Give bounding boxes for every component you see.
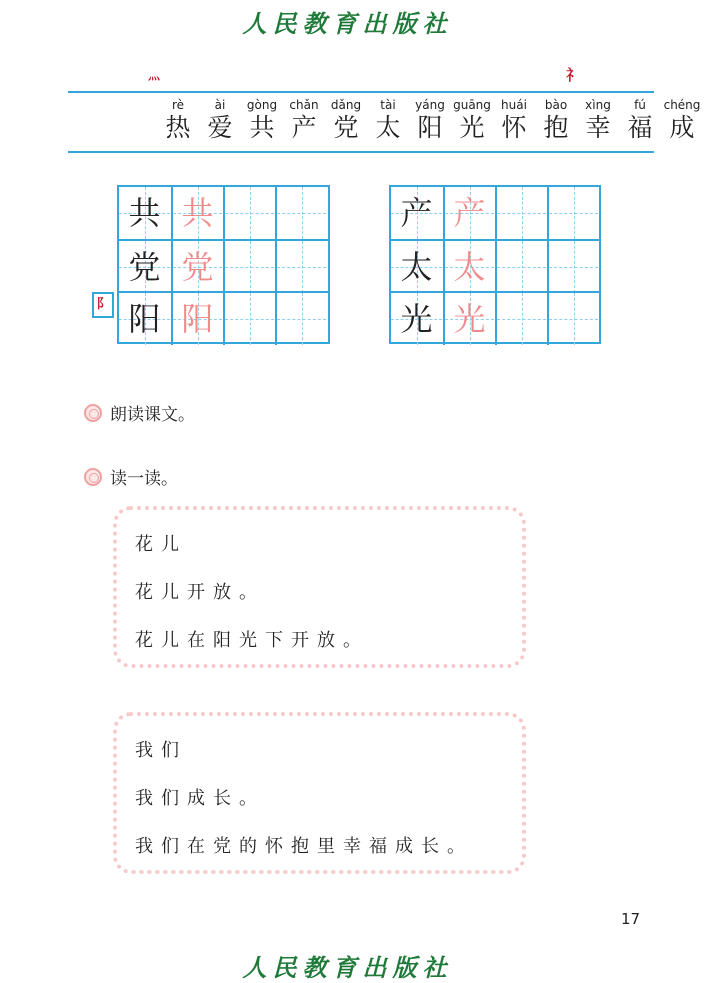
exercise-text: 朗读课文。 bbox=[110, 405, 195, 425]
hanzi: 太 bbox=[375, 113, 401, 142]
hanzi: 怀 bbox=[501, 113, 527, 142]
hanzi: 福 bbox=[627, 113, 653, 142]
page-number: 17 bbox=[621, 910, 641, 928]
grid-cell bbox=[495, 293, 546, 345]
pinyin: huái bbox=[501, 98, 527, 112]
model-char: 产 bbox=[400, 194, 433, 232]
reading-box-flowers bbox=[113, 506, 526, 668]
chapter-seal-icon bbox=[84, 468, 102, 486]
grid-cell bbox=[223, 241, 274, 293]
pinyin: tài bbox=[380, 98, 396, 112]
pinyin: chǎn bbox=[289, 98, 319, 112]
hanzi: 幸 bbox=[585, 113, 611, 142]
hanzi: 抱 bbox=[543, 113, 569, 142]
trace-char: 光 bbox=[453, 300, 486, 338]
hanzi: 光 bbox=[459, 113, 485, 142]
hanzi: 共 bbox=[249, 113, 275, 142]
exercise-read-aloud bbox=[84, 400, 195, 425]
grid-cell bbox=[495, 241, 546, 293]
grid-cell bbox=[391, 293, 442, 345]
reading-line: 我们 bbox=[135, 740, 187, 761]
grid-cell bbox=[275, 241, 326, 293]
model-char: 光 bbox=[400, 300, 433, 338]
reading-line: 花儿 bbox=[135, 534, 187, 555]
model-char: 太 bbox=[400, 248, 433, 286]
pinyin: guāng bbox=[453, 98, 491, 112]
grid-cell bbox=[495, 187, 546, 239]
trace-char: 党 bbox=[181, 248, 214, 286]
grid-cell bbox=[547, 187, 598, 239]
pinyin: dǎng bbox=[330, 98, 362, 112]
model-char: 党 bbox=[128, 248, 161, 286]
trace-char: 太 bbox=[453, 248, 486, 286]
grid-row bbox=[391, 187, 599, 239]
pinyin: fú bbox=[634, 98, 646, 112]
hanzi: 爱 bbox=[207, 113, 233, 142]
hanzi: 党 bbox=[333, 113, 359, 142]
writing-grid-left bbox=[117, 185, 330, 344]
grid-cell bbox=[171, 293, 222, 345]
reading-line: 我们在党的怀抱里幸福成长。 bbox=[135, 836, 473, 857]
writing-grid-right bbox=[389, 185, 601, 344]
grid-row bbox=[391, 291, 599, 345]
grid-cell bbox=[391, 241, 442, 293]
grid-cell bbox=[443, 187, 494, 239]
grid-cell bbox=[171, 187, 222, 239]
publisher-logo-top: 人民教育出版社 bbox=[242, 9, 453, 38]
grid-row bbox=[119, 239, 328, 293]
grid-row bbox=[119, 291, 328, 345]
trace-char: 产 bbox=[453, 194, 486, 232]
grid-cell bbox=[171, 241, 222, 293]
grid-cell bbox=[119, 241, 170, 293]
grid-cell bbox=[223, 293, 274, 345]
radical-tag: 阝 bbox=[92, 292, 114, 318]
grid-cell bbox=[119, 293, 170, 345]
grid-cell bbox=[547, 293, 598, 345]
pinyin: chéng bbox=[663, 98, 701, 112]
reading-line: 我们成长。 bbox=[135, 788, 265, 809]
hanzi: 产 bbox=[291, 113, 317, 142]
hanzi: 成 bbox=[669, 113, 695, 142]
pinyin: gòng bbox=[246, 98, 278, 112]
vocabulary-band bbox=[68, 91, 701, 153]
trace-char: 阳 bbox=[181, 300, 214, 338]
pinyin: rè bbox=[171, 98, 185, 112]
chapter-seal-icon bbox=[84, 404, 102, 422]
pinyin: ài bbox=[214, 98, 226, 112]
grid-cell bbox=[443, 241, 494, 293]
radical-mark-fire: 灬 bbox=[148, 68, 161, 82]
radical-mark-spirit: 礻 bbox=[566, 66, 582, 84]
grid-cell bbox=[391, 187, 442, 239]
grid-cell bbox=[119, 187, 170, 239]
grid-cell bbox=[443, 293, 494, 345]
reading-line: 花儿开放。 bbox=[135, 582, 265, 603]
pinyin: yáng bbox=[415, 98, 445, 112]
grid-cell bbox=[223, 187, 274, 239]
pinyin: bào bbox=[544, 98, 568, 112]
grid-row bbox=[391, 239, 599, 293]
grid-cell bbox=[275, 187, 326, 239]
hanzi: 阳 bbox=[417, 113, 443, 142]
exercise-text: 读一读。 bbox=[110, 469, 178, 489]
pinyin: xìng bbox=[585, 98, 611, 112]
vocab-item bbox=[652, 93, 712, 143]
exercise-read bbox=[84, 464, 178, 489]
model-char: 阳 bbox=[128, 300, 161, 338]
publisher-logo-bottom: 人民教育出版社 bbox=[242, 953, 453, 982]
grid-cell bbox=[275, 293, 326, 345]
reading-line: 花儿在阳光下开放。 bbox=[135, 630, 369, 651]
grid-row bbox=[119, 187, 328, 239]
grid-cell bbox=[547, 241, 598, 293]
model-char: 共 bbox=[128, 194, 161, 232]
reading-box-we bbox=[113, 712, 526, 874]
hanzi: 热 bbox=[165, 113, 191, 142]
trace-char: 共 bbox=[181, 194, 214, 232]
